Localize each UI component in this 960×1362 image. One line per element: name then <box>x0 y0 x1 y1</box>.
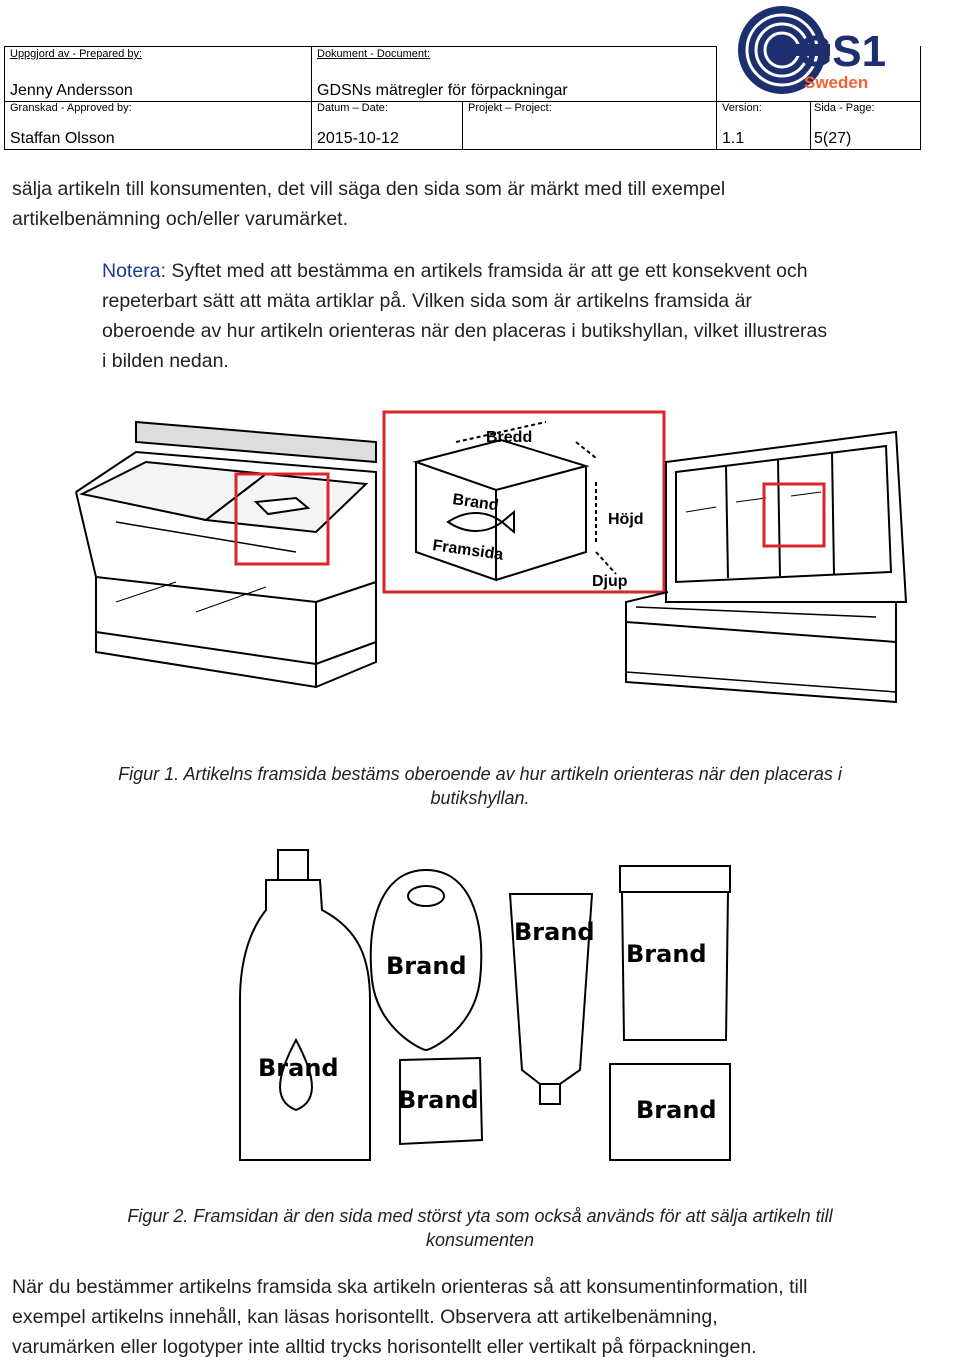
approved-by-value: Staffan Olsson <box>10 130 115 147</box>
chest-freezer-icon <box>76 422 376 687</box>
gs1-sweden-logo <box>736 4 896 96</box>
jar-brand-label: Brand <box>626 940 707 968</box>
approved-by-label: Granskad - Approved by: <box>10 102 132 114</box>
closing-paragraph: När du bestämmer artikelns framsida ska artikeln orienteras så att konsumentinformation, till exempel artikelns innehåll, kan läsas horisontellt. Observera att artikelbenämning, varumärken eller logotyper inte alltid trycks horisontellt eller vertikalt på förpackningen. <box>12 1276 808 1358</box>
document-label: Dokument - Document: <box>317 48 431 60</box>
bottle-brand-label: Brand <box>258 1054 339 1082</box>
brand-label: Brand <box>451 491 500 515</box>
svg-text:GS1: GS1 <box>798 27 887 76</box>
date-label: Datum – Date: <box>317 102 388 114</box>
upright-freezer-icon <box>626 432 906 702</box>
prepared-by-label: Uppgjord av - Prepared by: <box>10 48 143 60</box>
project-label: Projekt – Project: <box>468 102 552 114</box>
version-value: 1.1 <box>722 130 745 147</box>
page-value: 5(27) <box>814 130 852 147</box>
blister-brand-label: Brand <box>386 952 467 980</box>
figure-1-freezer-illustration <box>56 402 912 728</box>
box-brand-label: Brand <box>636 1096 717 1124</box>
intro-paragraph: sälja artikeln till konsumenten, det vill säga den sida som är märkt med till exempel artikelbenämning och/eller varumärket. <box>12 178 726 230</box>
width-label: Bredd <box>486 429 533 446</box>
date-value: 2015-10-12 <box>317 130 399 147</box>
svg-text:Sweden: Sweden <box>804 73 869 92</box>
depth-label: Djup <box>592 573 628 590</box>
note-label: Notera: <box>102 260 166 282</box>
figure-2-caption: Figur 2. Framsidan är den sida med störst yta som också används för att sälja artikeln till konsumenten <box>127 1206 833 1250</box>
figure-1-caption: Figur 1. Artikelns framsida bestäms oberoende av hur artikeln orienteras när den placeras i butikshyllan. <box>118 764 842 808</box>
figure-2-packaging-examples <box>230 840 750 1172</box>
tube-brand-label: Brand <box>514 918 595 946</box>
pouch-brand-label: Brand <box>398 1086 479 1114</box>
height-label: Höjd <box>608 511 644 528</box>
version-label: Version: <box>722 102 762 114</box>
front-label: Framsida <box>431 537 505 564</box>
note-paragraph: Notera: Syftet med att bestämma en artikels framsida är att ge ett konsekvent och repeterbart sätt att mäta artiklar på. Vilken sida som är artikelns framsida är oberoende av hur artikeln orienteras när den placeras i butikshyllan, vilket illustreras i bilden nedan. <box>102 260 828 372</box>
document-value: GDSNs mätregler för förpackningar <box>317 82 568 99</box>
page-label: Sida - Page: <box>814 102 875 114</box>
prepared-by-value: Jenny Andersson <box>10 82 133 99</box>
bottle-icon <box>240 850 370 1160</box>
